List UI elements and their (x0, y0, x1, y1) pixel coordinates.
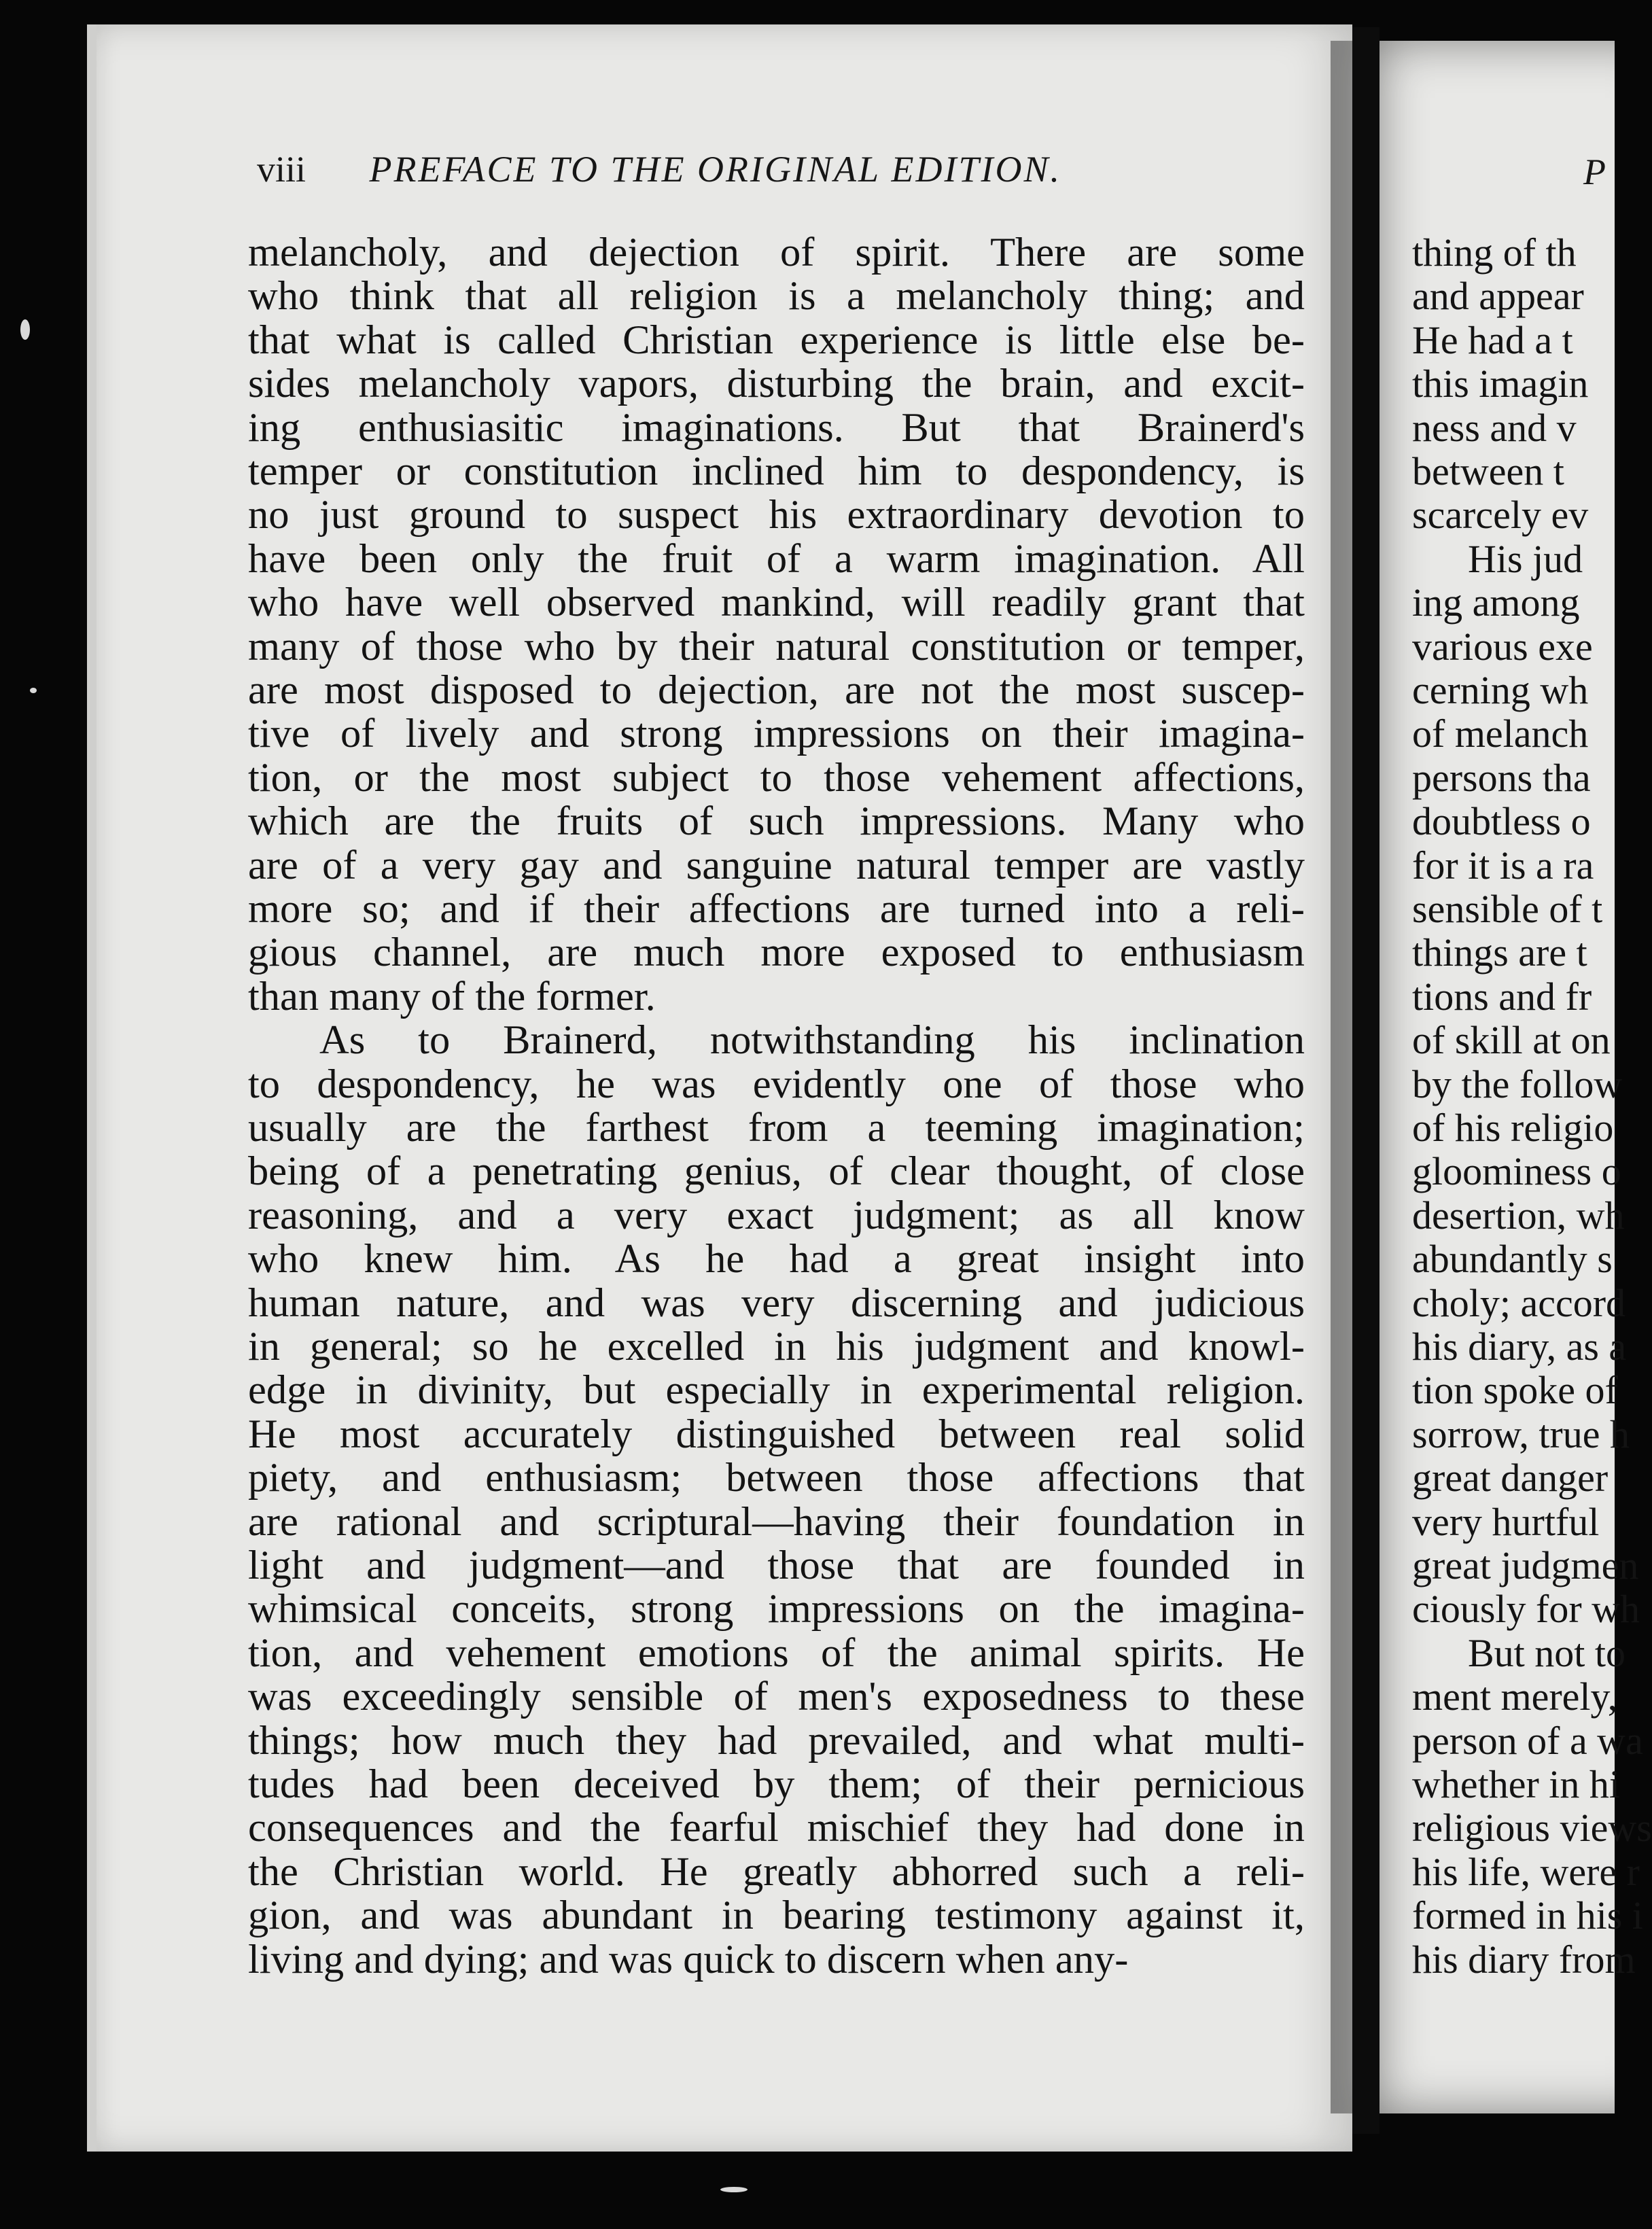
text-line: tion spoke of (1412, 1368, 1618, 1413)
text-line: that what is called Christian experience is little else be- (248, 317, 1305, 363)
text-line: of skill at on (1412, 1018, 1611, 1063)
text-line: no just ground to suspect his extraordinary devotion to (248, 492, 1305, 538)
text-line: gloominess o (1412, 1149, 1621, 1194)
text-line: ciously for wh (1412, 1587, 1640, 1632)
text-line: edge in divinity, but especially in experimental religion. (248, 1367, 1305, 1414)
text-line: have been only the fruit of a warm imagination. All (248, 536, 1305, 582)
text-line: But not to (1468, 1630, 1626, 1675)
text-line: his diary from (1412, 1937, 1636, 1982)
text-line: who knew him. As he had a great insight into (248, 1236, 1305, 1282)
text-line: various exe (1412, 624, 1593, 669)
text-line: his diary, as a (1412, 1324, 1627, 1369)
text-line: He most accurately distinguished between real solid (248, 1411, 1305, 1457)
text-line: ing among (1412, 580, 1580, 625)
text-line: sorrow, true h (1412, 1411, 1630, 1456)
text-line: things; how much they had prevailed, and what multi- (248, 1717, 1305, 1763)
text-line: tions and fr (1412, 974, 1592, 1019)
text-line: melancholy, and dejection of spirit. There are some (248, 230, 1305, 275)
text-line: He had a t (1412, 317, 1573, 362)
text-line: reasoning, and a very exact judgment; as all know (248, 1192, 1305, 1238)
text-line: are most disposed to dejection, are not the most suscep- (248, 667, 1305, 713)
text-line: religious views (1412, 1806, 1652, 1850)
text-line: person of a wa (1412, 1718, 1643, 1763)
scan-speck (720, 2187, 748, 2192)
text-line: of melanch (1412, 712, 1589, 756)
text-line: His jud (1468, 536, 1583, 581)
text-line: doubtless o (1412, 799, 1591, 844)
text-line: who have well observed mankind, will readily grant that (248, 580, 1305, 626)
text-line: scarcely ev (1412, 493, 1589, 538)
text-line: ness and v (1412, 405, 1577, 450)
text-line: abundantly s (1412, 1237, 1613, 1282)
text-line: tive of lively and strong impressions on their imagina- (248, 711, 1305, 757)
text-line: usually are the farthest from a teeming imagination; (248, 1105, 1305, 1151)
text-line: ment merely, (1412, 1674, 1618, 1719)
text-line: was exceedingly sensible of men's exposedness to these (248, 1674, 1305, 1720)
text-line: tudes had been deceived by them; of their pernicious (248, 1761, 1305, 1807)
running-head (257, 148, 1276, 190)
text-line: very hurtful (1412, 1499, 1600, 1544)
text-line: great judgmen (1412, 1543, 1639, 1587)
text-line: things are t (1412, 930, 1587, 975)
running-title: PREFACE TO THE ORIGINAL EDITION. (369, 149, 1062, 190)
text-line: who think that all religion is a melancholy thing; and (248, 273, 1305, 319)
text-line: piety, and enthusiasm; between those affections that (248, 1455, 1305, 1501)
text-line: and appear (1412, 274, 1584, 319)
text-line: choly; accord (1412, 1280, 1626, 1325)
text-line: to despondency, he was evidently one of those who (248, 1061, 1305, 1107)
text-line: ing enthusiasitic imaginations. But that Brainerd's (248, 404, 1305, 451)
text-line: of his religio (1412, 1106, 1614, 1150)
page-number: viii (257, 149, 306, 190)
text-line: by the follow (1412, 1061, 1623, 1106)
text-line: tion, and vehement emotions of the animal spirits. He (248, 1630, 1305, 1676)
text-line: thing of th (1412, 230, 1577, 275)
text-line: sensible of t (1412, 887, 1603, 931)
text-line: whimsical conceits, strong impressions on the imagina- (248, 1586, 1305, 1632)
scan-speck (30, 688, 37, 693)
text-line: his life, were r (1412, 1849, 1640, 1894)
text-line: desertion, wh (1412, 1193, 1625, 1238)
text-line: in general; so he excelled in his judgment and knowl- (248, 1324, 1305, 1369)
text-line: sides melancholy vapors, disturbing the brain, and excit- (248, 361, 1305, 407)
text-line: gion, and was abundant in bearing testimony against it, (248, 1893, 1305, 1939)
text-line: are of a very gay and sanguine natural temper are vastly (248, 842, 1305, 888)
right-running-title: P (1583, 152, 1606, 192)
text-line: than many of the former. (248, 973, 656, 1019)
text-line: As to Brainerd, notwithstanding his inclination (319, 1017, 1305, 1064)
text-line: gious channel, are much more exposed to enthusiasm (248, 930, 1305, 976)
book-gutter (1352, 27, 1379, 2134)
text-line: many of those who by their natural constitution or temper, (248, 623, 1305, 669)
text-line: great danger (1412, 1456, 1609, 1500)
text-line: consequences and the fearful mischief they had done in (248, 1805, 1305, 1851)
text-line: formed in his i (1412, 1893, 1643, 1938)
text-line: for it is a ra (1412, 843, 1594, 888)
text-line: whether in hi (1412, 1762, 1621, 1806)
text-line: more so; and if their affections are turned into a reli- (248, 886, 1305, 932)
text-line: cerning wh (1412, 668, 1589, 712)
text-line: are rational and scriptural—having their foundation in (248, 1498, 1305, 1545)
text-line: human nature, and was very discerning and judicious (248, 1280, 1305, 1326)
text-line: persons tha (1412, 755, 1591, 800)
text-line: being of a penetrating genius, of clear thought, of close (248, 1148, 1305, 1195)
text-line: living and dying; and was quick to discern when any- (248, 1936, 1129, 1982)
text-line: tion, or the most subject to those vehement affections, (248, 754, 1305, 801)
text-line: this imagin (1412, 362, 1589, 406)
scan-speck (20, 319, 30, 340)
text-line: the Christian world. He greatly abhorred such a reli- (248, 1848, 1305, 1895)
text-line: which are the fruits of such impressions. Many who (248, 798, 1305, 845)
text-line: light and judgment—and those that are founded in (248, 1543, 1305, 1588)
text-line: between t (1412, 449, 1564, 493)
text-line: temper or constitution inclined him to despondency, is (248, 449, 1305, 494)
